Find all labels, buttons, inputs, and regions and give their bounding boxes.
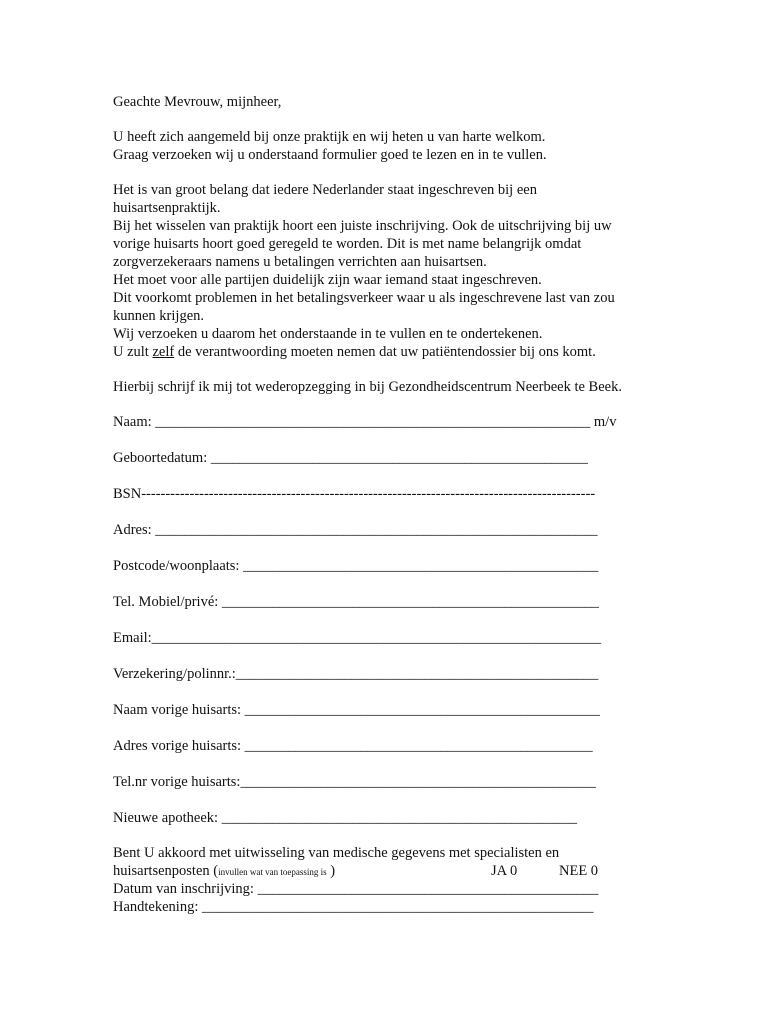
adres-field[interactable]: Adres: _____________________________________________________________ [113, 522, 598, 538]
body-line: zorgverzekeraars namens u betalingen verrichten aan huisartsen. [113, 254, 487, 270]
naam-vorige-huisarts-field[interactable]: Naam vorige huisarts: _________________________________________________ [113, 702, 600, 718]
body-line: Bij het wisselen van praktijk hoort een juiste inschrijving. Ook de uitschrijving bij uw [113, 218, 612, 234]
email-field[interactable]: Email:______________________________________________________________ [113, 630, 602, 646]
body-line: Dit voorkomt problemen in het betalingsverkeer waar u als ingeschrevene last van zou [113, 290, 615, 306]
body-line: huisartsenpraktijk. [113, 200, 221, 216]
naam-field[interactable]: Naam: ____________________________________________________________ m/v [113, 414, 617, 430]
postcode-field[interactable]: Postcode/woonplaats: _________________________________________________ [113, 558, 599, 574]
datum-inschrijving-field[interactable]: Datum van inschrijving: _______________________________________________ [113, 881, 599, 897]
greeting: Geachte Mevrouw, mijnheer, [113, 94, 282, 110]
intro-line: Graag verzoeken wij u onderstaand formulier goed te lezen en in te vullen. [113, 147, 547, 163]
nieuwe-apotheek-field[interactable]: Nieuwe apotheek: _________________________________________________ [113, 810, 577, 826]
consent-ja-checkbox[interactable]: JA 0 [491, 863, 518, 879]
responsibility-underlined: zelf [152, 344, 175, 360]
bsn-field[interactable]: BSN---------------------------------------------------------------------------------------------- [113, 486, 596, 502]
body-line: Het moet voor alle partijen duidelijk zijn waar iemand staat ingeschreven. [113, 272, 542, 288]
consent-question: Bent U akkoord met uitwisseling van medische gegevens met specialisten en [113, 845, 560, 861]
consent-line [113, 862, 673, 880]
body-line: vorige huisarts hoort goed geregeld te worden. Dit is met name belangrijk omdat [113, 236, 582, 252]
geboortedatum-field[interactable]: Geboortedatum: ____________________________________________________ [113, 450, 588, 466]
handtekening-field[interactable]: Handtekening: ______________________________________________________ [113, 899, 594, 915]
consent-nee-checkbox[interactable]: NEE 0 [559, 863, 599, 879]
verzekering-field[interactable]: Verzekering/polinnr.:__________________________________________________ [113, 666, 599, 682]
consent-hint: invullen wat van toepassing is [218, 867, 327, 877]
registration-form [113, 93, 673, 916]
responsibility-before: U zult [113, 344, 153, 360]
intro-line: U heeft zich aangemeld bij onze praktijk en wij heten u van harte welkom. [113, 129, 546, 145]
responsibility-line [113, 343, 673, 361]
body-line: kunnen krijgen. [113, 308, 205, 324]
tel-vorige-huisarts-field[interactable]: Tel.nr vorige huisarts:_________________________________________________ [113, 774, 596, 790]
body-line: Wij verzoeken u daarom het onderstaande in te vullen en te ondertekenen. [113, 326, 543, 342]
responsibility-after: de verantwoording moeten nemen dat uw patiëntendossier bij ons komt. [174, 344, 596, 360]
telefoon-field[interactable]: Tel. Mobiel/privé: ____________________________________________________ [113, 594, 599, 610]
declaration: Hierbij schrijf ik mij tot wederopzegging in bij Gezondheidscentrum Neerbeek te Beek. [113, 379, 622, 395]
body-line: Het is van groot belang dat iedere Nederlander staat ingeschreven bij een [113, 182, 537, 198]
adres-vorige-huisarts-field[interactable]: Adres vorige huisarts: ________________________________________________ [113, 738, 593, 754]
consent-label: huisartsenposten (invullen wat van toepassing is ) [113, 863, 336, 879]
